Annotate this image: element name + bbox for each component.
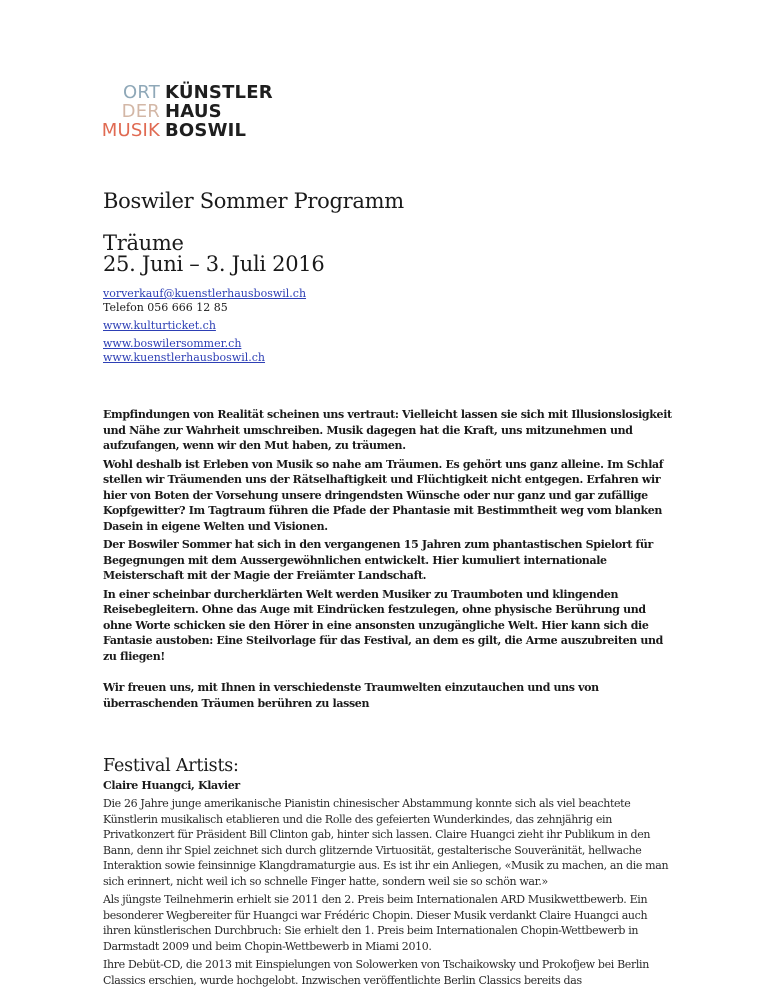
- logo-word-boswil: BOSWIL: [165, 120, 247, 141]
- logo-word-musik: MUSIK: [101, 120, 160, 141]
- contact-block: [103, 287, 673, 365]
- theme-block: [103, 233, 673, 275]
- logo-word-haus: HAUS: [165, 101, 222, 122]
- logo: [88, 83, 273, 140]
- bio-paragraph: Die 26 Jahre junge amerikanische Pianistin chinesischer Abstammung konnte sich als viel beachtete Künstlerin musikalisch etablieren und die Rolle des gefeierten Wunderkindes, das zehnjährig ein Privatkonzert für Präsident Bill Clinton gab, hinter sich lassen. Claire Huangci zieht ihr Publikum in den Bann, denn ihr Spiel zeichnet sich durch glitzernde Virtuosität, gestalterische Souveränität, hellwache Interaktion sowie feinsinnige Klangdramaturgie aus. Es ist ihr ein Anliegen, «Musik zu machen, an die man sich erinnert, nicht weil ich so schnelle Finger hatte, sondern weil sie so schön war.»: [103, 797, 669, 888]
- logo-row-2: [88, 102, 273, 121]
- intro-paragraph: In einer scheinbar durcherklärten Welt werden Musiker zu Traumboten und klingenden Reisebegleitern. Ohne das Auge mit Eindrücken festzulegen, ohne physische Berührung und ohne Worte schicken sie den Hörer in eine ansonsten unzugängliche Welt. Hier kann sich die Fantasie austoben: Eine Steilvorlage für das Festival, an dem es gilt, die Arme auszubreiten und zu fliegen!: [103, 587, 664, 663]
- bio-paragraph: Als jüngste Teilnehmerin erhielt sie 2011 den 2. Preis beim Internationalen ARD Musikwettbewerb. Ein besonderer Wegbereiter für Huangci war Frédéric Chopin. Dieser Musik verdankt Claire Huangci auch ihren künstlerischen Durchbruch: Sie erhielt den 1. Preis beim Internationalen Chopin-Wettbewerb in Darmstadt 2009 und beim Chopin-Wettbewerb in Miami 2010.: [103, 893, 648, 953]
- intro-paragraph: Wohl deshalb ist Erleben von Musik so nahe am Träumen. Es gehört uns ganz alleine. Im Schlaf stellen wir Träumenden uns der Rätselhaftigkeit und Flüchtigkeit nicht entgegen. Erfahren wir hier von Boten der Vorsehung unsere dringendsten Wünsche oder nur ganz und gar zufällige Kopfgewitter? Im Tagtraum führen die Pfade der Phantasie mit Bestimmtheit weg vom blanken Dasein in eigene Welten und Visionen.: [103, 457, 664, 533]
- program-title: Boswiler Sommer Programm: [103, 189, 404, 213]
- intro-paragraph: Empfindungen von Realität scheinen uns vertraut: Vielleicht lassen sie sich mit Illusionslosigkeit und Nähe zur Wahrheit umschreiben. Musik dagegen hat die Kraft, uns mitzunehmen und aufzufangen, wenn wir den Mut haben, zu träumen.: [103, 408, 672, 452]
- intro-closing: Wir freuen uns, mit Ihnen in verschiedenste Traumwelten einzutauchen und uns von überraschenden Träumen berühren zu lassen: [103, 681, 599, 710]
- bio-paragraph: Ihre Debüt-CD, die 2013 mit Einspielungen von Solowerken von Tschaikowsky und Prokofjew bei Berlin Classics erschien, wurde hochgelobt. Inzwischen veröffentlichte Berlin Classics bereits das: [103, 958, 649, 987]
- artist-name: Claire Huangci, Klavier: [103, 779, 240, 792]
- boswilersommer-link[interactable]: www.boswilersommer.ch: [103, 337, 242, 350]
- email-link[interactable]: vorverkauf@kuenstlerhausboswil.ch: [103, 287, 307, 300]
- intro-paragraph: Der Boswiler Sommer hat sich in den vergangenen 15 Jahren zum phantastischen Spielort für Begegnungen mit dem Aussergewöhnlichen entwickelt. Hier kumuliert internationale Meisterschaft mit der Magie der Freiämter Landschaft.: [103, 538, 653, 582]
- logo-word-ort: ORT: [123, 82, 160, 103]
- artists-heading: Festival Artists:: [103, 756, 239, 776]
- theme-title: Träume: [103, 231, 184, 255]
- logo-word-kuenstler: KÜNSTLER: [165, 82, 273, 103]
- kuenstlerhaus-link[interactable]: www.kuenstlerhausboswil.ch: [103, 351, 266, 364]
- phone-number: Telefon 056 666 12 85: [103, 301, 228, 314]
- logo-row-3: [88, 121, 273, 140]
- intro-section: [103, 407, 673, 711]
- logo-word-der: DER: [121, 101, 160, 122]
- kulturticket-link[interactable]: www.kulturticket.ch: [103, 319, 216, 332]
- logo-row-1: [88, 83, 273, 102]
- document-body: [103, 188, 673, 991]
- festival-dates: 25. Juni – 3. Juli 2016: [103, 252, 325, 276]
- artist-bio: [103, 796, 673, 988]
